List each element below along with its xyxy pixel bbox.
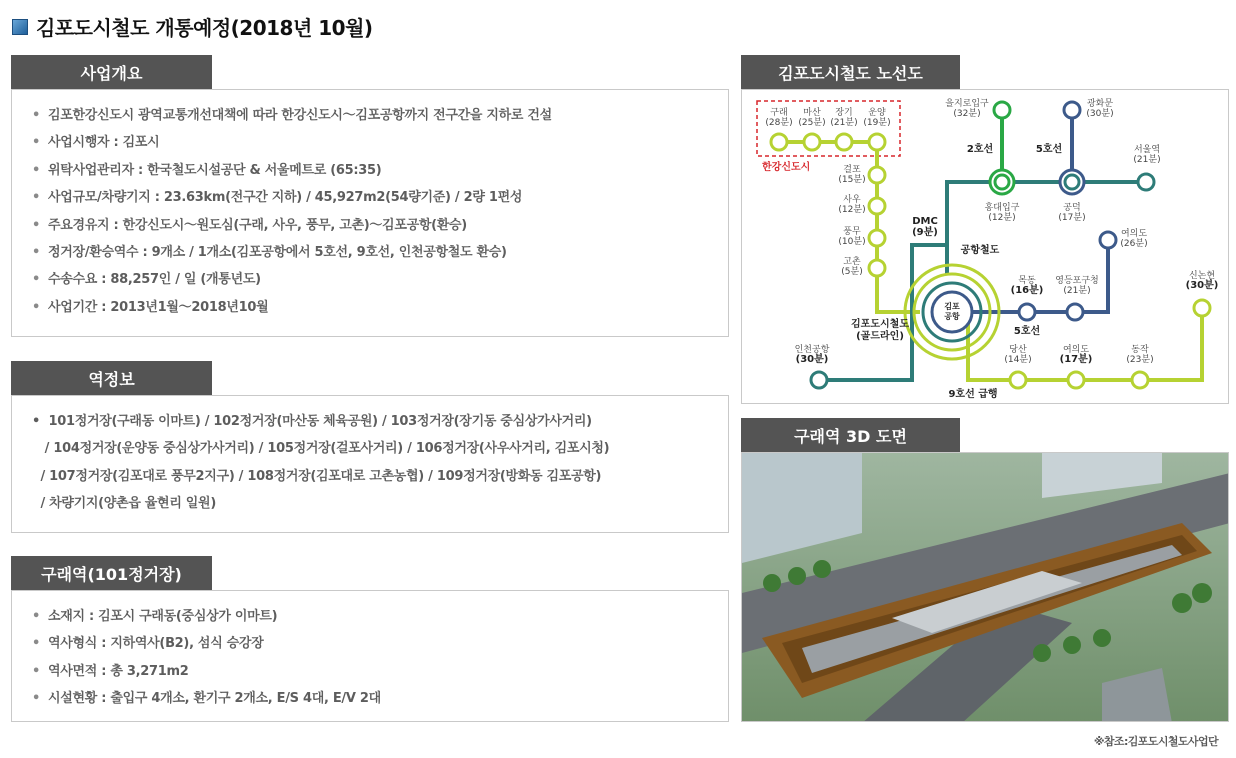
drawing-heading: 구래역 3D 도면: [741, 418, 960, 452]
gurae-item: • 시설현황 : 출입구 4개소, 환기구 2개소, E/S 4대, E/V 2대: [32, 685, 720, 712]
svg-text:(골드라인): (골드라인): [856, 331, 904, 342]
svg-text:(30분): (30분): [1086, 109, 1114, 119]
svg-text:목동: 목동: [1018, 276, 1036, 286]
stations-line: • 101정거장(구래동 이마트) / 102정거장(마산동 체육공원) / 103정거장(장기동 중심상가사거리): [32, 414, 592, 429]
svg-text:DMC: DMC: [912, 216, 938, 227]
overview-item: • 사업시행자 : 김포시: [32, 129, 720, 156]
gurae-item: • 소재지 : 김포시 구래동(중심상가 이마트): [32, 603, 720, 630]
page-title: [12, 12, 373, 41]
svg-text:인천공항: 인천공항: [794, 345, 830, 355]
stations-box: [11, 395, 729, 533]
svg-text:공항철도: 공항철도: [960, 245, 1000, 256]
bullet-square-icon: [12, 19, 28, 35]
gurae-heading: 구래역(101정거장): [11, 556, 212, 590]
svg-text:2호선: 2호선: [966, 144, 994, 155]
svg-text:(14분): (14분): [1004, 355, 1032, 365]
svg-text:(21분): (21분): [830, 118, 858, 128]
svg-text:을지로입구: 을지로입구: [945, 99, 989, 109]
svg-text:5호선: 5호선: [1013, 326, 1041, 337]
svg-text:운양: 운양: [868, 108, 886, 118]
gurae-item: • 역사형식 : 지하역사(B2), 섬식 승강장: [32, 630, 720, 657]
svg-text:구래: 구래: [770, 108, 788, 118]
svg-text:(15분): (15분): [838, 175, 866, 185]
svg-text:(21분): (21분): [1133, 155, 1161, 165]
svg-text:홍대입구: 홍대입구: [984, 203, 1020, 213]
gurae-item: • 역사면적 : 총 3,271m2: [32, 658, 720, 685]
source-footnote: ※참조:김포도시철도사업단: [1093, 735, 1218, 748]
overview-list: [32, 102, 720, 321]
svg-text:사우: 사우: [843, 195, 861, 205]
overview-item: • 사업기간 : 2013년1월～2018년10월: [32, 294, 720, 321]
svg-text:동작: 동작: [1131, 345, 1149, 355]
svg-text:(12분): (12분): [988, 213, 1016, 223]
svg-text:(5분): (5분): [841, 267, 863, 277]
svg-text:당산: 당산: [1009, 345, 1027, 355]
gurae-3d-drawing: [741, 452, 1229, 722]
stations-heading: 역정보: [11, 361, 212, 395]
gurae-box: [11, 590, 729, 722]
svg-text:마산: 마산: [803, 108, 821, 118]
svg-text:영등포구청: 영등포구청: [1055, 276, 1099, 286]
svg-text:고촌: 고촌: [843, 257, 861, 267]
svg-text:광화문: 광화문: [1086, 99, 1114, 109]
overview-item: • 위탁사업관리자 : 한국철도시설공단 & 서울메트로 (65:35): [32, 157, 720, 184]
svg-text:9호선 급행: 9호선 급행: [948, 389, 998, 400]
svg-text:걸포: 걸포: [843, 165, 861, 175]
overview-item: • 사업규모/차량기지 : 23.63km(전구간 지하) / 45,927m2(54량기준) / 2량 1편성: [32, 184, 720, 211]
svg-text:신논현: 신논현: [1188, 271, 1216, 281]
svg-text:여의도: 여의도: [1120, 229, 1148, 239]
hangang-label: 한강신도시: [762, 162, 811, 173]
gurae-3d-illustration: [742, 453, 1229, 722]
airport-label-1: 김포: [944, 302, 960, 311]
overview-item: • 수송수요 : 88,257인 / 일 (개통년도): [32, 266, 720, 293]
svg-text:(28분): (28분): [765, 118, 793, 128]
airport-label-2: 공항: [944, 312, 960, 321]
svg-text:서울역: 서울역: [1133, 145, 1161, 155]
svg-text:(17분): (17분): [1058, 213, 1086, 223]
overview-box: [11, 89, 729, 337]
svg-text:(16분): (16분): [1010, 285, 1044, 296]
svg-text:(21분): (21분): [1063, 286, 1091, 296]
stations-line: / 차량기지(양촌읍 율현리 일원): [32, 496, 216, 512]
svg-text:(30분): (30분): [1185, 280, 1219, 291]
svg-text:(25분): (25분): [798, 118, 826, 128]
svg-text:여의도: 여의도: [1062, 345, 1090, 355]
svg-text:장기: 장기: [835, 108, 853, 118]
route-map-svg: [742, 90, 1228, 403]
svg-text:(30분): (30분): [795, 354, 829, 365]
svg-text:(23분): (23분): [1126, 355, 1154, 365]
svg-text:(10분): (10분): [838, 237, 866, 247]
svg-text:(9분): (9분): [912, 227, 938, 238]
overview-item: • 주요경유지 : 한강신도시～원도심(구래, 사우, 풍무, 고촌)～김포공항(환승): [32, 212, 720, 239]
svg-text:(26분): (26분): [1120, 239, 1148, 249]
gurae-list: [32, 603, 720, 713]
svg-text:공덕: 공덕: [1063, 203, 1081, 213]
svg-text:풍무: 풍무: [843, 227, 861, 237]
svg-text:(17분): (17분): [1059, 354, 1093, 365]
stations-list: [32, 408, 609, 518]
page-title-text: 김포도시철도 개통예정(2018년 10월): [36, 16, 373, 40]
route-map: [741, 89, 1229, 404]
route-map-heading: 김포도시철도 노선도: [741, 55, 960, 89]
svg-text:김포도시철도: 김포도시철도: [851, 319, 909, 330]
overview-heading: 사업개요: [11, 55, 212, 89]
svg-text:(12분): (12분): [838, 205, 866, 215]
overview-item: • 정거장/환승역수 : 9개소 / 1개소(김포공항에서 5호선, 9호선, 인천공항철도 환승): [32, 239, 720, 266]
overview-item: • 김포한강신도시 광역교통개선대책에 따라 한강신도시～김포공항까지 전구간을 지하로 건설: [32, 102, 720, 129]
stations-line: / 107정거장(김포대로 풍무2지구) / 108정거장(김포대로 고촌농협) / 109정거장(방화동 김포공항): [32, 468, 602, 484]
svg-text:5호선: 5호선: [1035, 144, 1063, 155]
stations-line: / 104정거장(운양동 중심상가사거리) / 105정거장(걸포사거리) / 106정거장(사우사거리, 김포시청): [32, 441, 610, 457]
svg-text:(19분): (19분): [863, 118, 891, 128]
svg-text:(32분): (32분): [953, 109, 981, 119]
